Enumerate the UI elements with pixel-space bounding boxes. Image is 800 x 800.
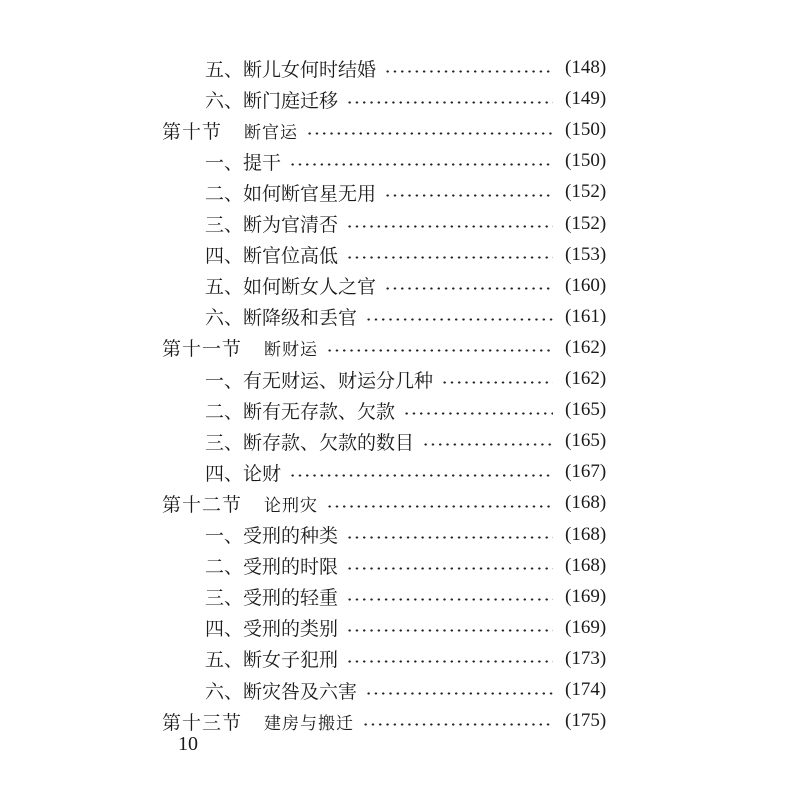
dot-leader [384,70,553,73]
section-number: 第十三节 [162,711,243,734]
page-ref: (162) [565,336,607,358]
page-ref: (169) [565,585,607,607]
item-label: 四、受刑的类别 [205,618,339,641]
dot-leader [422,443,553,446]
section-heading [162,334,318,361]
item-label: 四、断官位高低 [205,245,339,268]
toc-item-row [0,426,800,456]
dot-leader [326,349,553,352]
toc-item-row [0,84,800,114]
section-title: 断财运 [264,340,319,361]
page-ref: (153) [565,243,607,265]
toc-section-row [0,706,800,736]
dot-leader [346,536,553,539]
toc-item-row [0,520,800,550]
toc-section-row [0,115,800,145]
toc-item-row [0,177,800,207]
page-ref: (161) [565,305,607,327]
page-ref: (173) [565,647,607,669]
page-ref: (150) [565,119,607,141]
toc-item-row [0,53,800,83]
page-ref: (152) [565,181,607,203]
dot-leader [362,723,553,726]
item-label: 三、断为官清否 [205,214,339,236]
dot-leader [306,132,553,135]
dot-leader [346,629,553,632]
item-label: 五、如何断女人之官 [205,276,377,299]
dot-leader [326,505,553,508]
item-label: 六、断降级和丢官 [205,307,358,330]
toc-item-row [0,644,800,674]
section-title: 断官运 [244,122,299,143]
toc-item-row [0,302,800,332]
item-label: 二、断有无存款、欠款 [205,400,396,423]
toc-item-row [0,582,800,612]
section-heading [162,490,318,517]
item-label: 二、受刑的时限 [205,556,339,579]
dot-leader [346,660,553,663]
page-number: 10 [178,733,198,755]
dot-leader [384,287,553,290]
toc-item-row [0,551,800,581]
page-ref: (165) [565,399,607,421]
item-label: 六、断门庭迁移 [205,89,339,112]
dot-leader [289,474,553,477]
section-number: 第十一节 [162,338,243,361]
page-ref: (168) [565,492,607,514]
section-number: 第十二节 [162,493,243,516]
dot-leader [346,567,553,570]
dot-leader [365,318,553,321]
page-ref: (149) [565,88,607,110]
item-label: 五、断女子犯刑 [205,649,339,672]
toc-item-row [0,675,800,705]
toc-item-row [0,240,800,270]
page-ref: (165) [565,430,607,452]
dot-leader [346,101,553,104]
item-label: 一、提干 [205,151,282,174]
page-ref: (174) [565,679,607,700]
dot-leader [403,412,553,415]
toc-item-row [0,146,800,176]
item-label: 三、受刑的轻重 [205,587,339,610]
toc-item-row [0,457,800,487]
section-number: 第十节 [162,120,223,143]
item-label: 二、如何断官星无用 [205,182,377,205]
toc-item-row [0,364,800,394]
page-ref: (169) [565,616,607,638]
toc-section-row [0,488,800,518]
item-label: 四、论财 [205,462,282,485]
dot-leader [289,163,553,166]
item-label: 一、受刑的种类 [205,525,339,547]
toc-section-row [0,333,800,363]
page-ref: (148) [565,57,607,78]
page-ref: (160) [565,274,607,296]
page-ref: (175) [565,710,607,732]
section-heading [162,117,298,144]
toc-item-row [0,271,800,301]
page-ref: (168) [565,523,607,545]
dot-leader [384,194,553,197]
section-title: 论刑灾 [264,495,319,516]
dot-leader [346,225,553,228]
item-label: 六、断灾咎及六害 [205,680,358,703]
dot-leader [346,256,553,259]
dot-leader [365,692,553,695]
section-heading [162,708,354,735]
page-ref: (168) [565,554,607,576]
item-label: 三、断存款、欠款的数目 [205,431,415,454]
dot-leader [441,381,553,384]
page-ref: (162) [565,368,607,389]
page-ref: (167) [565,461,607,483]
section-title: 建房与搬迁 [264,713,355,734]
toc-item-row [0,613,800,643]
toc-item-row [0,395,800,425]
item-label: 一、有无财运、财运分几种 [205,369,434,392]
dot-leader [346,598,553,601]
page-ref: (150) [565,150,607,172]
page-ref: (152) [565,212,607,234]
item-label: 五、断儿女何时结婚 [205,58,377,81]
toc-item-row [0,209,800,239]
